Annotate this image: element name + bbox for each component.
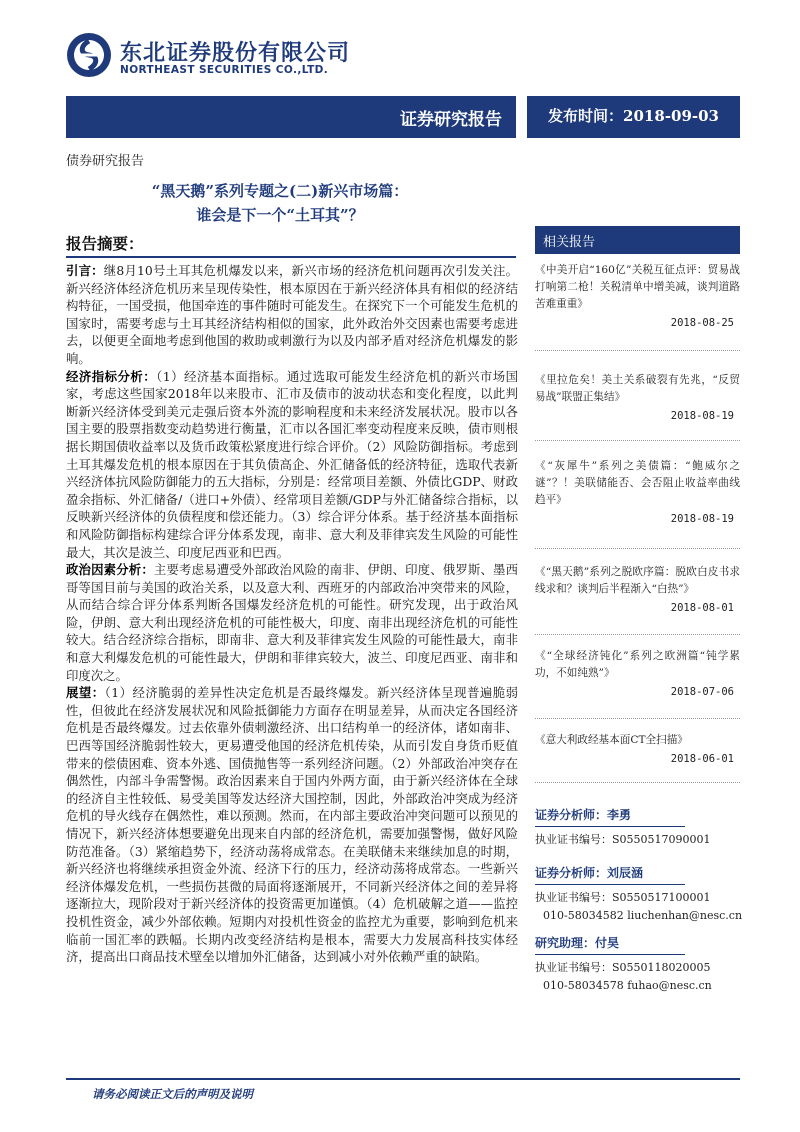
company-logo <box>66 30 366 82</box>
paragraph-text: （1）经济基本面指标。通过选取可能发生经济危机的新兴市场国家，考虑这些国家2018年以来股市、汇市及债市的波动状态和变化程度，以此判断新兴经济体受到美元走强后资本外流的影响程度和未来经济发展状况。股市以各国主要的股票指数变动趋势进行衡量，汇市以各国汇率变动程度来反映，债市则根据长期国债收益率以及货币政策松紧度进行综合评价。（2）风险防御指标。考虑到土耳其爆发危机的根本原因在于其负债高企、外汇储备低的经济特征，选取代表新兴经济体抗风险防御能力的五大指标，分别是：经常项目差额、外债比GDP、财政盈余指标、外汇储备/（进口+外债）、经常项目差额/GDP与外汇储备综合指标，以反映新兴经济体的负债程度和偿还能力。（3）综合评分体系。基于经济基本面指标和风险防御指标构建综合评分体系发现，南非、意大利及菲律宾发生风险的可能性最大，其次是波兰、印度尼西亚和巴西。 <box>66 368 518 560</box>
summary-paragraph-political <box>66 561 518 684</box>
list-divider <box>535 782 740 783</box>
paragraph-lead: 引言： <box>66 263 104 278</box>
related-report-item[interactable] <box>535 458 740 525</box>
publish-date: 2018-09-03 <box>623 107 719 125</box>
paragraph-lead: 政治因素分析： <box>66 562 154 578</box>
related-report-date: 2018-08-01 <box>670 602 734 614</box>
paragraph-text: 继8月10号土耳其危机爆发以来，新兴市场的经济危机问题再次引发关注。新兴经济体经济危机历来呈现传染性，根本原因在于新兴经济体具有相似的经济结构特征，一国受损，他国牵连的事件随时可能发生。在探究下一个可能发生危机的国家时，需要考虑与土耳其经济结构相似的国家，此外政治外交因素也需要考虑进去，以便更全面地考虑到他国的救助或刺激行为以及内部矛盾对经济危机爆发的影响。 <box>66 263 518 366</box>
related-report-date: 2018-06-01 <box>670 753 734 765</box>
related-report-item[interactable] <box>535 564 740 614</box>
publish-label: 发布时间： <box>548 107 624 125</box>
company-emblem-icon <box>66 32 112 78</box>
paragraph-lead: 展望： <box>66 685 105 701</box>
summary-body <box>66 262 518 966</box>
analyst-license: 执业证书编号：S0550517100001 <box>535 891 711 904</box>
report-title-line2: 谁会是下一个“土耳其”？ <box>196 206 364 224</box>
paragraph-text: （1）经济脆弱的差异性决定危机是否最终爆发。新兴经济体呈现普遍脆弱性，但彼此在经济发展状况和风险抵御能力方面存在明显差异，从而决定各国经济危机是否最终爆发。过去依靠外债刺激经济、出口结构单一的经济体，诸如南非、巴西等国经济脆弱性较大，更易遭受他国的经济危机传染，从而引发自身货币贬值带来的偿债困难、资本外逃、国债抛售等一系列经济问题。（2）外部政治冲突存在偶然性，内部斗争需警惕。政治因素来自于国内外两方面，由于新兴经济体在全球的经济自主性较低、易受美国等发达经济大国控制，因此，外部政治冲突成为经济危机的导火线存在偶然性，难以预测。然而，在内部主要政治冲突问题可以预见的情况下，新兴经济体想要避免出现来自内部的经济危机，需要加强警惕，做好风险防范准备。（3）紧缩趋势下，经济动荡将成常态。在美联储未来继续加息的时期，新兴经济也将继续承担资金外流、经济下行的压力，经济动荡将成常态。一些新兴经济体爆发危机，一些损伤甚微的局面将逐渐展开，不同新兴经济体之间的差异将逐渐拉大，现阶段对于新兴经济体的投资需更加谨慎。（4）危机破解之道——监控投机性资金，减少外部依赖。短期内对投机性资金的监控尤为重要，影响到危机来临前一国汇率的跌幅。长期内改变经济结构是根本，需要大力发展高科技实体经济，提高出口商品技术壁垒以增加外汇储备，达到减小对外依赖严重的缺陷。 <box>66 685 519 965</box>
related-report-date: 2018-07-06 <box>670 686 734 698</box>
list-divider <box>535 548 740 549</box>
summary-heading-bar <box>66 232 516 258</box>
analyst-block <box>535 864 743 925</box>
analyst-license: 执业证书编号：S0550118020005 <box>535 961 711 974</box>
analyst-contact[interactable]: 010-58034578 fuhao@nesc.cn <box>543 979 712 992</box>
summary-paragraph-intro <box>66 262 518 368</box>
analyst-contact[interactable]: 010-58034582 liuchenhan@nesc.cn <box>543 909 743 922</box>
related-report-title[interactable]: 《中美开启“160亿”关税互征点评：贸易战打响第二枪！关税清单中增美减，谈判道路苦难重重》 <box>535 264 740 310</box>
related-report-title[interactable]: 《里拉危矣！美土关系破裂有先兆，“反贸易战”联盟正集结》 <box>535 374 740 403</box>
related-report-item[interactable] <box>535 648 740 698</box>
paragraph-text: 主要考虑易遭受外部政治风险的南非、伊朗、印度、俄罗斯、墨西哥等国目前与美国的政治关系，以及意大利、西班牙的内部政治冲突带来的风险，从而结合综合评分体系判断各国爆发经济危机的可能性。研究发现，出于政治风险，伊朗、意大利出现经济危机的可能性极大，印度、南非出现经济危机的可能性较大。结合经济综合指标，即南非、意大利及菲律宾发生风险的可能性最大，南非和意大利爆发危机的可能性最大，伊朗和菲律宾较大，波兰、印度尼西亚、南非和印度次之。 <box>66 562 518 683</box>
analyst-block <box>535 806 740 849</box>
list-divider <box>535 634 740 635</box>
related-report-title[interactable]: 《“全球经济钝化”系列之欧洲篇“钝学累功，不如纯熟”》 <box>535 650 740 679</box>
related-report-item[interactable] <box>535 732 740 765</box>
summary-paragraph-economic <box>66 368 518 562</box>
report-type-label: 证券研究报告 <box>400 110 502 130</box>
list-divider <box>535 350 740 351</box>
related-report-title[interactable]: 《“黑天鹅”系列之脱欧序篇：脱欧白皮书求线求和？谈判后半程渐入“白热”》 <box>535 566 740 595</box>
analyst-role: 研究助理：付昊 <box>535 934 685 955</box>
paragraph-lead: 经济指标分析： <box>66 368 157 384</box>
related-report-item[interactable] <box>535 262 740 329</box>
analyst-license: 执业证书编号：S0550517090001 <box>535 833 711 846</box>
related-report-title[interactable]: 《意大利政经基本面CT全扫描》 <box>535 734 688 746</box>
related-reports-heading-bar <box>535 226 740 254</box>
related-report-date: 2018-08-19 <box>670 513 734 525</box>
document-category: 债券研究报告 <box>66 154 145 169</box>
analyst-block <box>535 934 740 995</box>
related-report-title[interactable]: 《“灰犀牛”系列之美债篇：“鲍威尔之谜”？！美联储能否、会否阻止收益率曲线趋平》 <box>535 460 740 506</box>
company-name-cn: 东北证券股份有限公司 <box>120 41 351 66</box>
related-report-date: 2018-08-19 <box>670 410 734 422</box>
summary-paragraph-outlook <box>66 684 518 966</box>
related-report-item[interactable] <box>535 372 740 422</box>
list-divider <box>535 718 740 719</box>
analyst-role: 证券分析师：刘辰涵 <box>535 864 685 885</box>
summary-heading: 报告摘要： <box>66 234 144 253</box>
publish-date-text <box>527 105 740 126</box>
footer-divider <box>66 1078 740 1080</box>
related-reports-heading: 相关报告 <box>543 235 596 250</box>
report-type-band <box>66 96 516 138</box>
report-title-line1: “黑天鹅”系列专题之(二)新兴市场篇： <box>151 182 409 200</box>
publish-date-band <box>527 96 740 138</box>
list-divider <box>535 440 740 441</box>
footer-notice: 请务必阅读正文后的声明及说明 <box>92 1087 253 1101</box>
company-name-en: NORTHEAST SECURITIES CO.,LTD. <box>120 64 329 76</box>
analyst-role: 证券分析师：李勇 <box>535 806 685 827</box>
related-report-date: 2018-08-25 <box>670 317 734 329</box>
